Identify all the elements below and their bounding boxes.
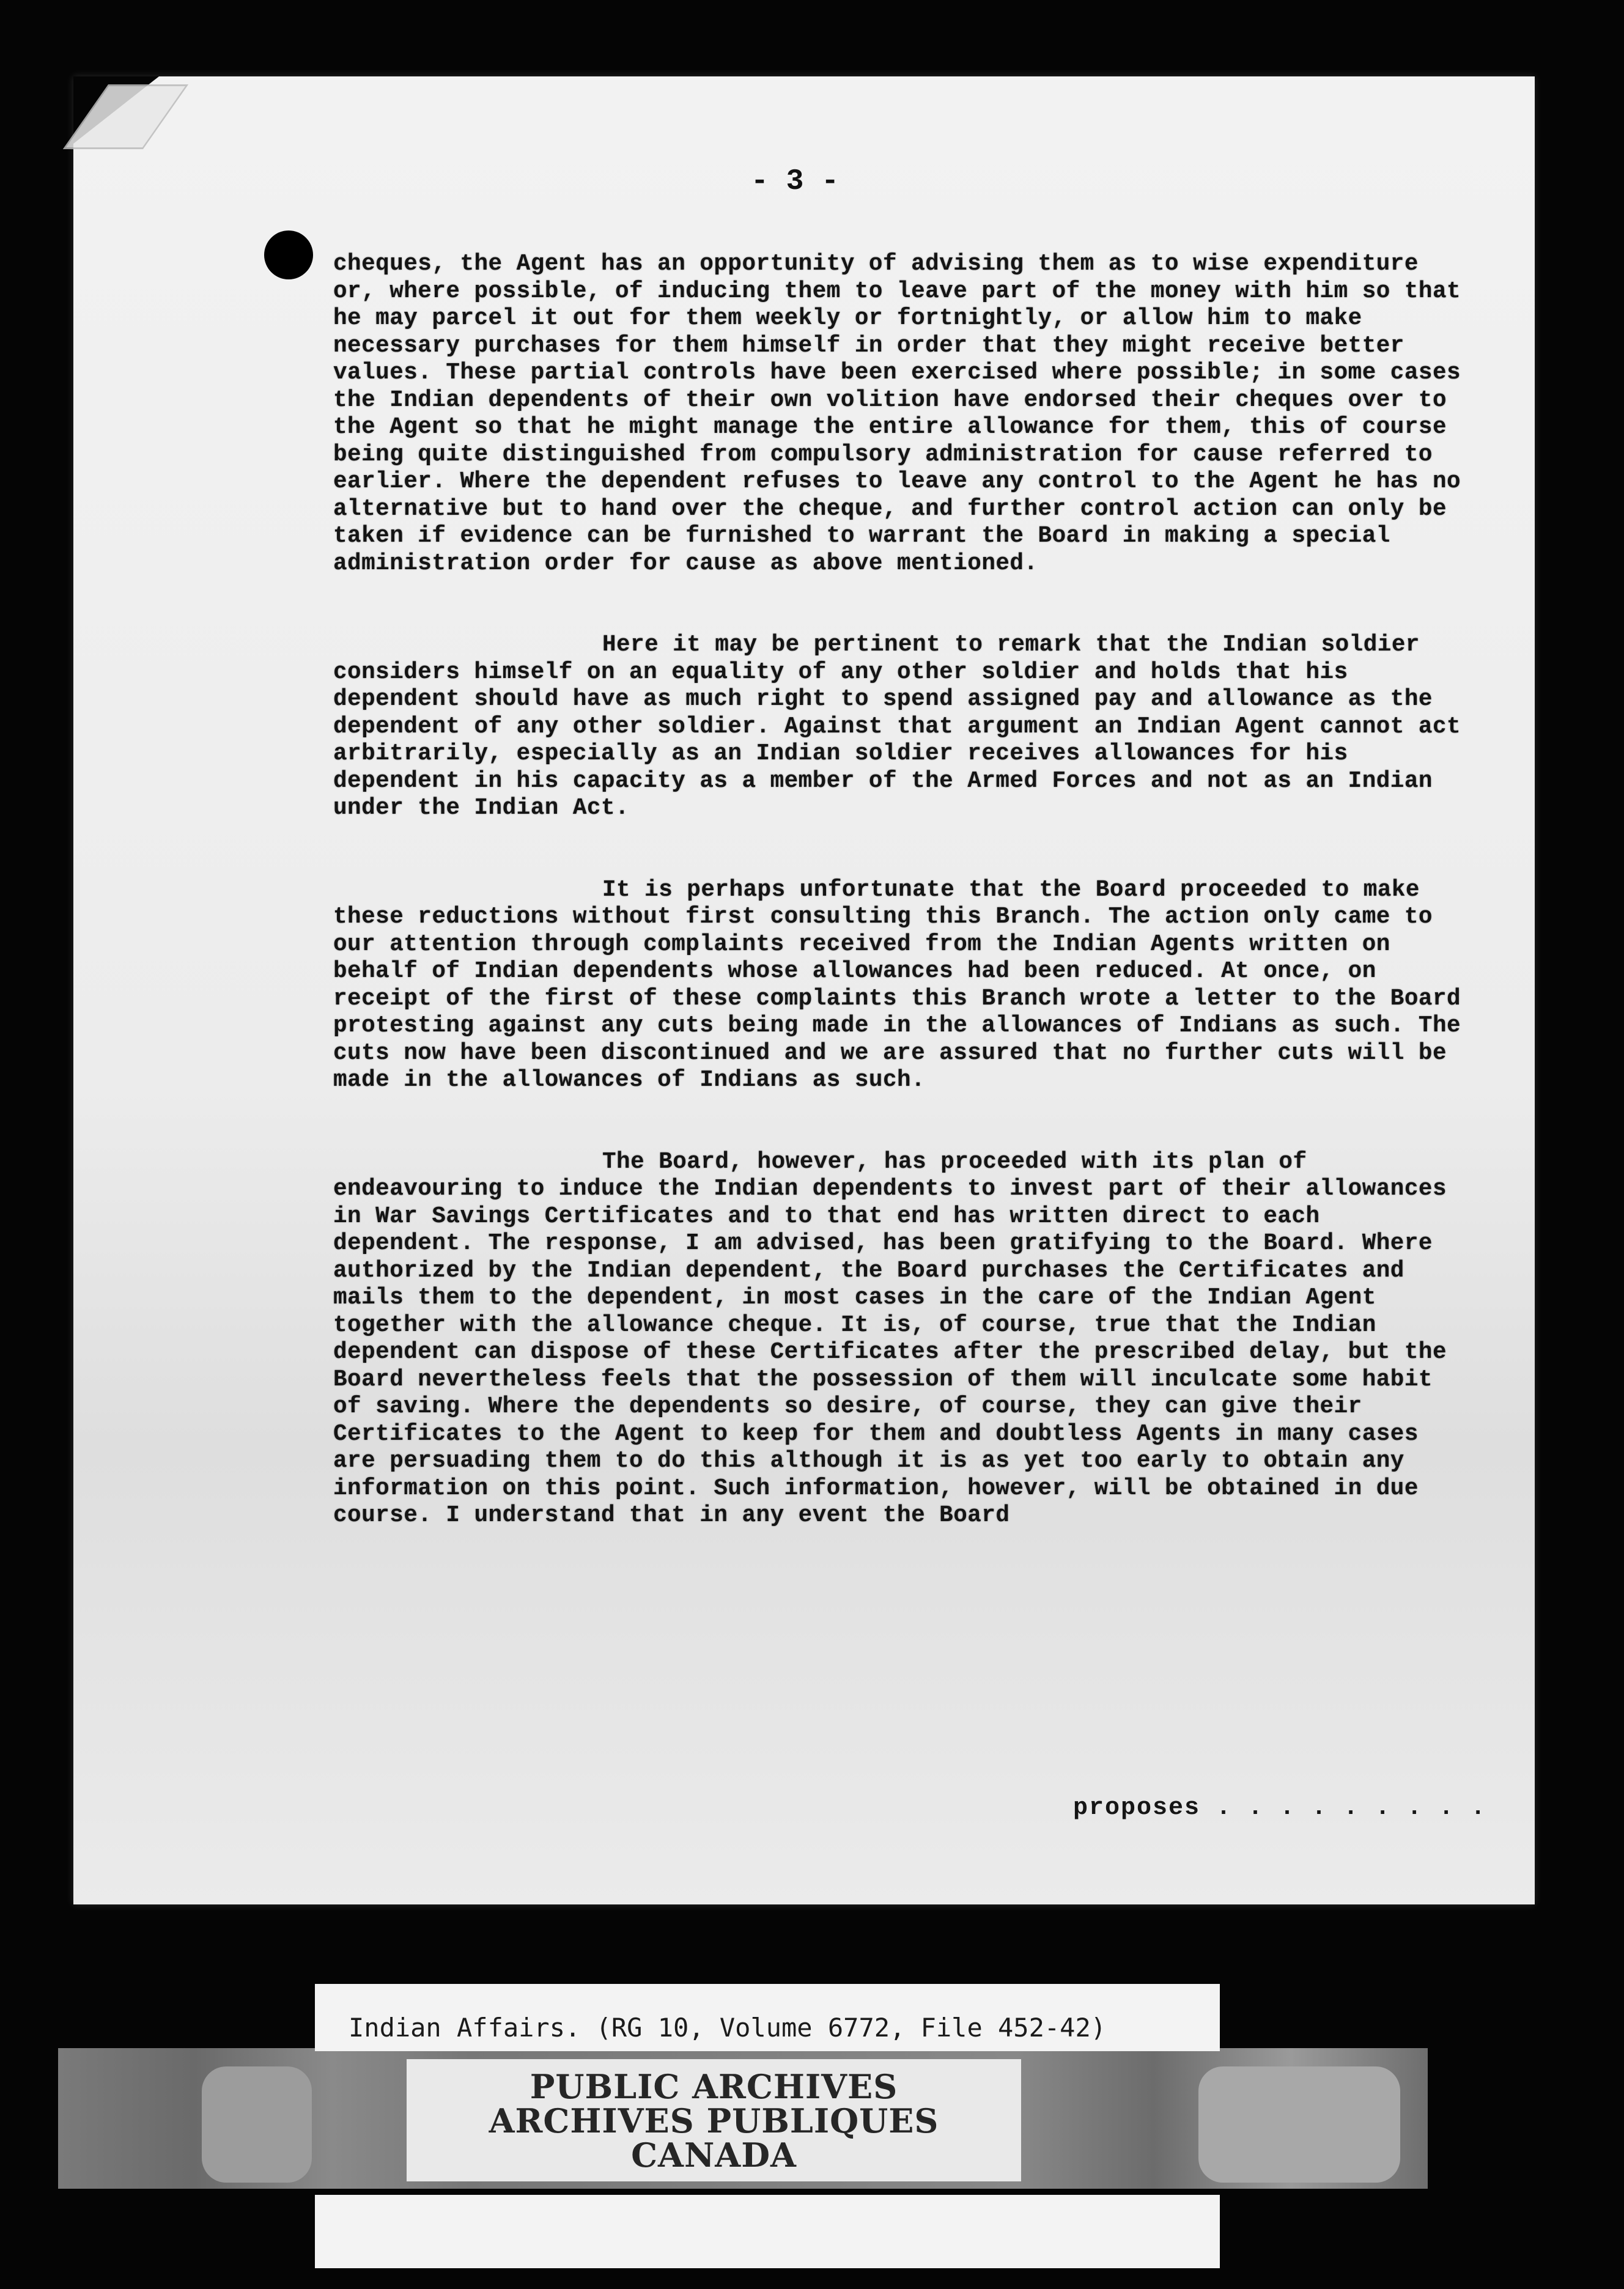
punch-hole-icon [264,230,313,279]
archives-stamp [407,2067,1021,2175]
paragraph-2: Here it may be pertinent to remark that the Indian soldier considers himself on an equality of any other soldier and holds that his dependent should have as much right to spend assigned pay and allowance as the dependent of any other soldier. Against that argument an Indian Agent cannot act arbitrarily, especially as an Indian soldier receives allowances for his dependent in his capacity as a member of the Armed Forces and not as an Indian under the Indian Act. [333,632,1461,821]
archive-citation: Indian Affairs. (RG 10, Volume 6772, File 452-42) [349,2013,1107,2043]
citation-card-bottom [315,2195,1220,2268]
paragraph-4: The Board, however, has proceeded with its plan of endeavouring to induce the Indian dependents to invest part of their allowances in War Savings Certificates and to that end has written direct to each dependent. The response, I am advised, has been gratifying to the Board. Where authorized by the Indian dependent, the Board purchases the Certificates and mails them to the dependent, in most cases in the care of the Indian Agent together with the allowance cheque. It is, of course, true that the Indian dependent can dispose of these Certificates after the prescribed delay, but the Board nevertheless feels that the possession of them will inculcate some habit of saving. Where the dependents so desire, of course, they can give their Certificates to the Agent to keep for them and doubtless Agents in many cases are persuading them to do this although it is as yet too early to obtain any information on this point. Such information, however, will be obtained in due course. I understand that in any event the Board [333,1149,1447,1528]
letter-body [333,251,1464,1584]
continuation-catchword: proposes . . . . . . . . . [1073,1794,1487,1822]
label-tab-left [202,2066,312,2183]
stamp-line-1: PUBLIC ARCHIVES [530,2067,898,2106]
paragraph-3: It is perhaps unfortunate that the Board proceeded to make these reductions without first consulting this Branch. The action only came to our attention through complaints received from the Indian Agents written on behalf of Indian dependents whose allowances had been reduced. At once, on receipt of the first of these complaints this Branch wrote a letter to the Board protesting against any cuts being made in the allowances of Indians as such. The cuts now have been discontinued and we are assured that no further cuts will be made in the allowances of Indians as such. [333,877,1461,1093]
label-tab-right [1198,2066,1400,2183]
page-number: - 3 - [750,165,840,198]
stamp-line-2: ARCHIVES PUBLIQUES [489,2101,939,2140]
paragraph-1: cheques, the Agent has an opportunity of advising them as to wise expenditure or, where possible, of inducing them to leave part of the money with him so that he may parcel it out for them weekly or fortnightly, or allow him to make necessary purchases for them himself in order that they might receive better values. These partial controls have been exercised where possible; in some cases the Indian dependents of their own volition have endorsed their cheques over to the Agent so that he might manage the entire allowance for them, this of course being quite distinguished from compulsory administration for cause referred to earlier. Where the dependent refuses to leave any control to the Agent he has no alternative but to hand over the cheque, and further control action can only be taken if evidence can be furnished to warrant the Board in making a special administration order for cause as above mentioned. [333,251,1461,577]
stamp-line-3: CANADA [631,2136,797,2175]
